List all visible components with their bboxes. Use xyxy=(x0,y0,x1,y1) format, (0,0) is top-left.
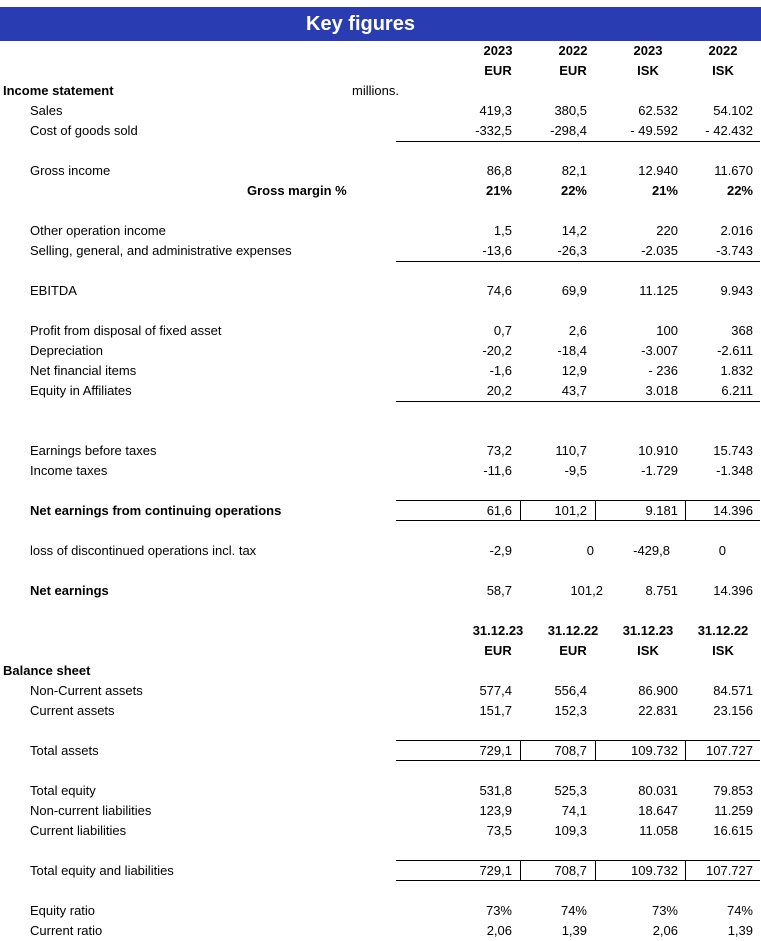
row-non-current-liabilities xyxy=(0,801,761,821)
cell-value: 16.615 xyxy=(713,823,753,838)
row-label: Current assets xyxy=(30,703,115,718)
cell-value: 109.732 xyxy=(631,863,678,878)
cell-value: 14.396 xyxy=(713,503,753,518)
cell-value: 22% xyxy=(726,183,753,198)
cell-value: -20,2 xyxy=(482,343,512,358)
balance-header-dates xyxy=(0,621,761,641)
header-year: 2023 xyxy=(483,43,513,58)
cell-value: 15.743 xyxy=(713,443,753,458)
cell-value: 368 xyxy=(731,323,753,338)
row-label: Profit from disposal of fixed asset xyxy=(30,323,222,338)
row-ebitda xyxy=(0,281,761,301)
header-currency: EUR xyxy=(559,643,587,658)
row-label: Non-current liabilities xyxy=(30,803,152,818)
cell-value: 100 xyxy=(656,323,678,338)
cell-value: 62.532 xyxy=(638,103,678,118)
cell-value: 0 xyxy=(718,543,726,558)
cell-value: 220 xyxy=(656,223,678,238)
cell-value: 531,8 xyxy=(479,783,512,798)
cell-value: 2.016 xyxy=(720,223,753,238)
cell-value: 73% xyxy=(651,903,678,918)
cell-value: -429,8 xyxy=(633,543,670,558)
divider-line xyxy=(396,261,760,262)
unit-label: millions. xyxy=(352,83,399,98)
cell-value: -1.729 xyxy=(641,463,678,478)
cell-value: -9,5 xyxy=(564,463,587,478)
cell-value: -2.611 xyxy=(717,343,753,358)
cell-value: 101,2 xyxy=(570,583,603,598)
cell-value: 58,7 xyxy=(486,583,512,598)
cell-value: 74,1 xyxy=(561,803,587,818)
cell-value: 54.102 xyxy=(713,103,753,118)
income-section-label: Income statement xyxy=(3,83,114,98)
income-header-years xyxy=(0,41,761,61)
cell-value: 14.396 xyxy=(713,583,753,598)
row-label: Total equity and liabilities xyxy=(30,863,174,878)
row-label: Cost of goods sold xyxy=(30,123,138,138)
income-section-row xyxy=(0,81,761,101)
cell-value: 556,4 xyxy=(554,683,587,698)
balance-section-row xyxy=(0,661,761,681)
row-equity-affiliates xyxy=(0,381,761,401)
cell-value: 151,7 xyxy=(479,703,512,718)
cell-value: - 236 xyxy=(648,363,678,378)
row-gross-margin xyxy=(0,181,761,201)
header-year: 2022 xyxy=(708,43,738,58)
cell-value: 729,1 xyxy=(479,743,512,758)
cell-value: -1.348 xyxy=(716,463,753,478)
cell-value: 2,6 xyxy=(568,323,587,338)
cell-value: 23.156 xyxy=(713,703,753,718)
header-date: 31.12.22 xyxy=(547,623,599,638)
cell-value: 74,6 xyxy=(486,283,512,298)
cell-value: 74% xyxy=(726,903,753,918)
row-label: Total equity xyxy=(30,783,96,798)
cell-value: 74% xyxy=(560,903,587,918)
cell-value: 8.751 xyxy=(645,583,678,598)
row-total-assets xyxy=(0,741,761,761)
cell-value: 109,3 xyxy=(554,823,587,838)
cell-value: -3.743 xyxy=(716,243,753,258)
cell-value: -2.035 xyxy=(641,243,678,258)
row-current-liabilities xyxy=(0,821,761,841)
row-ebt xyxy=(0,441,761,461)
cell-value: 107.727 xyxy=(706,743,753,758)
row-label: Income taxes xyxy=(30,463,108,478)
cell-value: 1,39 xyxy=(727,923,753,938)
cell-value: -1,6 xyxy=(489,363,512,378)
row-label: Total assets xyxy=(30,743,99,758)
row-label: Net financial items xyxy=(30,363,137,378)
row-sga xyxy=(0,241,761,261)
row-label: Depreciation xyxy=(30,343,103,358)
cell-value: 109.732 xyxy=(631,743,678,758)
cell-value: 22% xyxy=(560,183,587,198)
cell-value: 110,7 xyxy=(555,443,587,458)
cell-value: 525,3 xyxy=(554,783,587,798)
row-current-assets xyxy=(0,701,761,721)
cell-value: 708,7 xyxy=(554,743,587,758)
balance-section-label: Balance sheet xyxy=(3,663,91,678)
row-label: Selling, general, and administrative expenses xyxy=(30,243,292,258)
row-net-earnings xyxy=(0,581,761,601)
cell-value: 69,9 xyxy=(561,283,587,298)
cell-value: 101,2 xyxy=(554,503,587,518)
cell-value: 11.670 xyxy=(714,163,753,178)
cell-value: 73,2 xyxy=(486,443,512,458)
cell-value: 73,5 xyxy=(486,823,512,838)
cell-value: 21% xyxy=(651,183,678,198)
row-equity-ratio xyxy=(0,901,761,921)
divider-line xyxy=(396,401,760,402)
row-label: Equity ratio xyxy=(30,903,96,918)
cell-value: 84.571 xyxy=(713,683,753,698)
cell-value: 10.910 xyxy=(638,443,678,458)
row-label: Gross income xyxy=(30,163,111,178)
cell-value: 73% xyxy=(485,903,512,918)
cell-value: 11.125 xyxy=(639,283,678,298)
row-cogs xyxy=(0,121,761,141)
cell-value: 9.943 xyxy=(720,283,753,298)
cell-value: -3.007 xyxy=(641,343,678,358)
cell-value: 80.031 xyxy=(638,783,678,798)
cell-value: 18.647 xyxy=(638,803,678,818)
row-total-equity xyxy=(0,781,761,801)
cell-value: 0,7 xyxy=(493,323,512,338)
row-label: Earnings before taxes xyxy=(30,443,157,458)
cell-value: 1.832 xyxy=(720,363,753,378)
cell-value: 61,6 xyxy=(486,503,512,518)
cell-value: 0 xyxy=(586,543,594,558)
cell-value: -332,5 xyxy=(475,123,512,138)
header-currency: EUR xyxy=(484,63,512,78)
row-label: EBITDA xyxy=(30,283,77,298)
divider-line xyxy=(396,141,760,142)
row-label: loss of discontinued operations incl. tax xyxy=(30,543,257,558)
cell-value: 20,2 xyxy=(486,383,512,398)
cell-value: 86,8 xyxy=(486,163,512,178)
row-gross-income xyxy=(0,161,761,181)
row-label: Net earnings xyxy=(30,583,109,598)
cell-value: 11.259 xyxy=(714,803,753,818)
row-label: Equity in Affiliates xyxy=(30,383,132,398)
cell-value: -2,9 xyxy=(489,543,512,558)
cell-value: 2,06 xyxy=(652,923,678,938)
row-other-income xyxy=(0,221,761,241)
header-date: 31.12.22 xyxy=(697,623,749,638)
cell-value: 152,3 xyxy=(554,703,587,718)
cell-value: -18,4 xyxy=(557,343,587,358)
cell-value: 729,1 xyxy=(479,863,512,878)
cell-value: - 42.432 xyxy=(705,123,753,138)
cell-value: 11.058 xyxy=(639,823,678,838)
cell-value: 419,3 xyxy=(479,103,512,118)
cell-value: 79.853 xyxy=(713,783,753,798)
row-disposal-profit xyxy=(0,321,761,341)
cell-value: -13,6 xyxy=(482,243,512,258)
cell-value: 6.211 xyxy=(721,383,753,398)
cell-value: 12,9 xyxy=(561,363,587,378)
header-currency: ISK xyxy=(637,63,659,78)
cell-value: 22.831 xyxy=(638,703,678,718)
income-header-currencies xyxy=(0,61,761,81)
cell-value: - 49.592 xyxy=(630,123,678,138)
header-currency: EUR xyxy=(484,643,512,658)
header-currency: EUR xyxy=(559,63,587,78)
cell-value: 708,7 xyxy=(554,863,587,878)
row-sales xyxy=(0,101,761,121)
row-net-financial xyxy=(0,361,761,381)
cell-value: 577,4 xyxy=(479,683,512,698)
cell-value: 2,06 xyxy=(486,923,512,938)
cell-value: 107.727 xyxy=(706,863,753,878)
cell-value: 82,1 xyxy=(561,163,587,178)
header-date: 31.12.23 xyxy=(472,623,524,638)
row-label: Net earnings from continuing operations xyxy=(30,503,282,518)
cell-value: 21% xyxy=(485,183,512,198)
header-currency: ISK xyxy=(712,643,734,658)
row-label: Gross margin % xyxy=(247,183,347,198)
cell-value: -11,6 xyxy=(483,463,512,478)
header-year: 2023 xyxy=(633,43,663,58)
title-bar xyxy=(0,7,761,41)
header-year: 2022 xyxy=(558,43,588,58)
row-label: Other operation income xyxy=(30,223,166,238)
row-label: Non-Current assets xyxy=(30,683,143,698)
cell-value: 14,2 xyxy=(561,223,587,238)
cell-value: 380,5 xyxy=(554,103,587,118)
row-income-taxes xyxy=(0,461,761,481)
cell-value: 1,5 xyxy=(493,223,512,238)
cell-value: -298,4 xyxy=(550,123,587,138)
row-total-equity-liabilities xyxy=(0,861,761,881)
row-discontinued xyxy=(0,541,761,561)
row-net-continuing xyxy=(0,501,761,521)
cell-value: -26,3 xyxy=(557,243,587,258)
row-non-current-assets xyxy=(0,681,761,701)
row-label: Current ratio xyxy=(30,923,103,938)
cell-value: 1,39 xyxy=(561,923,587,938)
row-label: Current liabilities xyxy=(30,823,127,838)
header-currency: ISK xyxy=(712,63,734,78)
cell-value: 123,9 xyxy=(479,803,512,818)
cell-value: 12.940 xyxy=(638,163,678,178)
header-currency: ISK xyxy=(637,643,659,658)
cell-value: 9.181 xyxy=(645,503,678,518)
balance-header-currencies xyxy=(0,641,761,661)
row-current-ratio xyxy=(0,921,761,941)
page-title: Key figures xyxy=(306,13,415,35)
cell-value: 86.900 xyxy=(638,683,678,698)
cell-value: 3.018 xyxy=(645,383,678,398)
row-label: Sales xyxy=(30,103,63,118)
header-date: 31.12.23 xyxy=(622,623,674,638)
cell-value: 43,7 xyxy=(561,383,587,398)
row-depreciation xyxy=(0,341,761,361)
